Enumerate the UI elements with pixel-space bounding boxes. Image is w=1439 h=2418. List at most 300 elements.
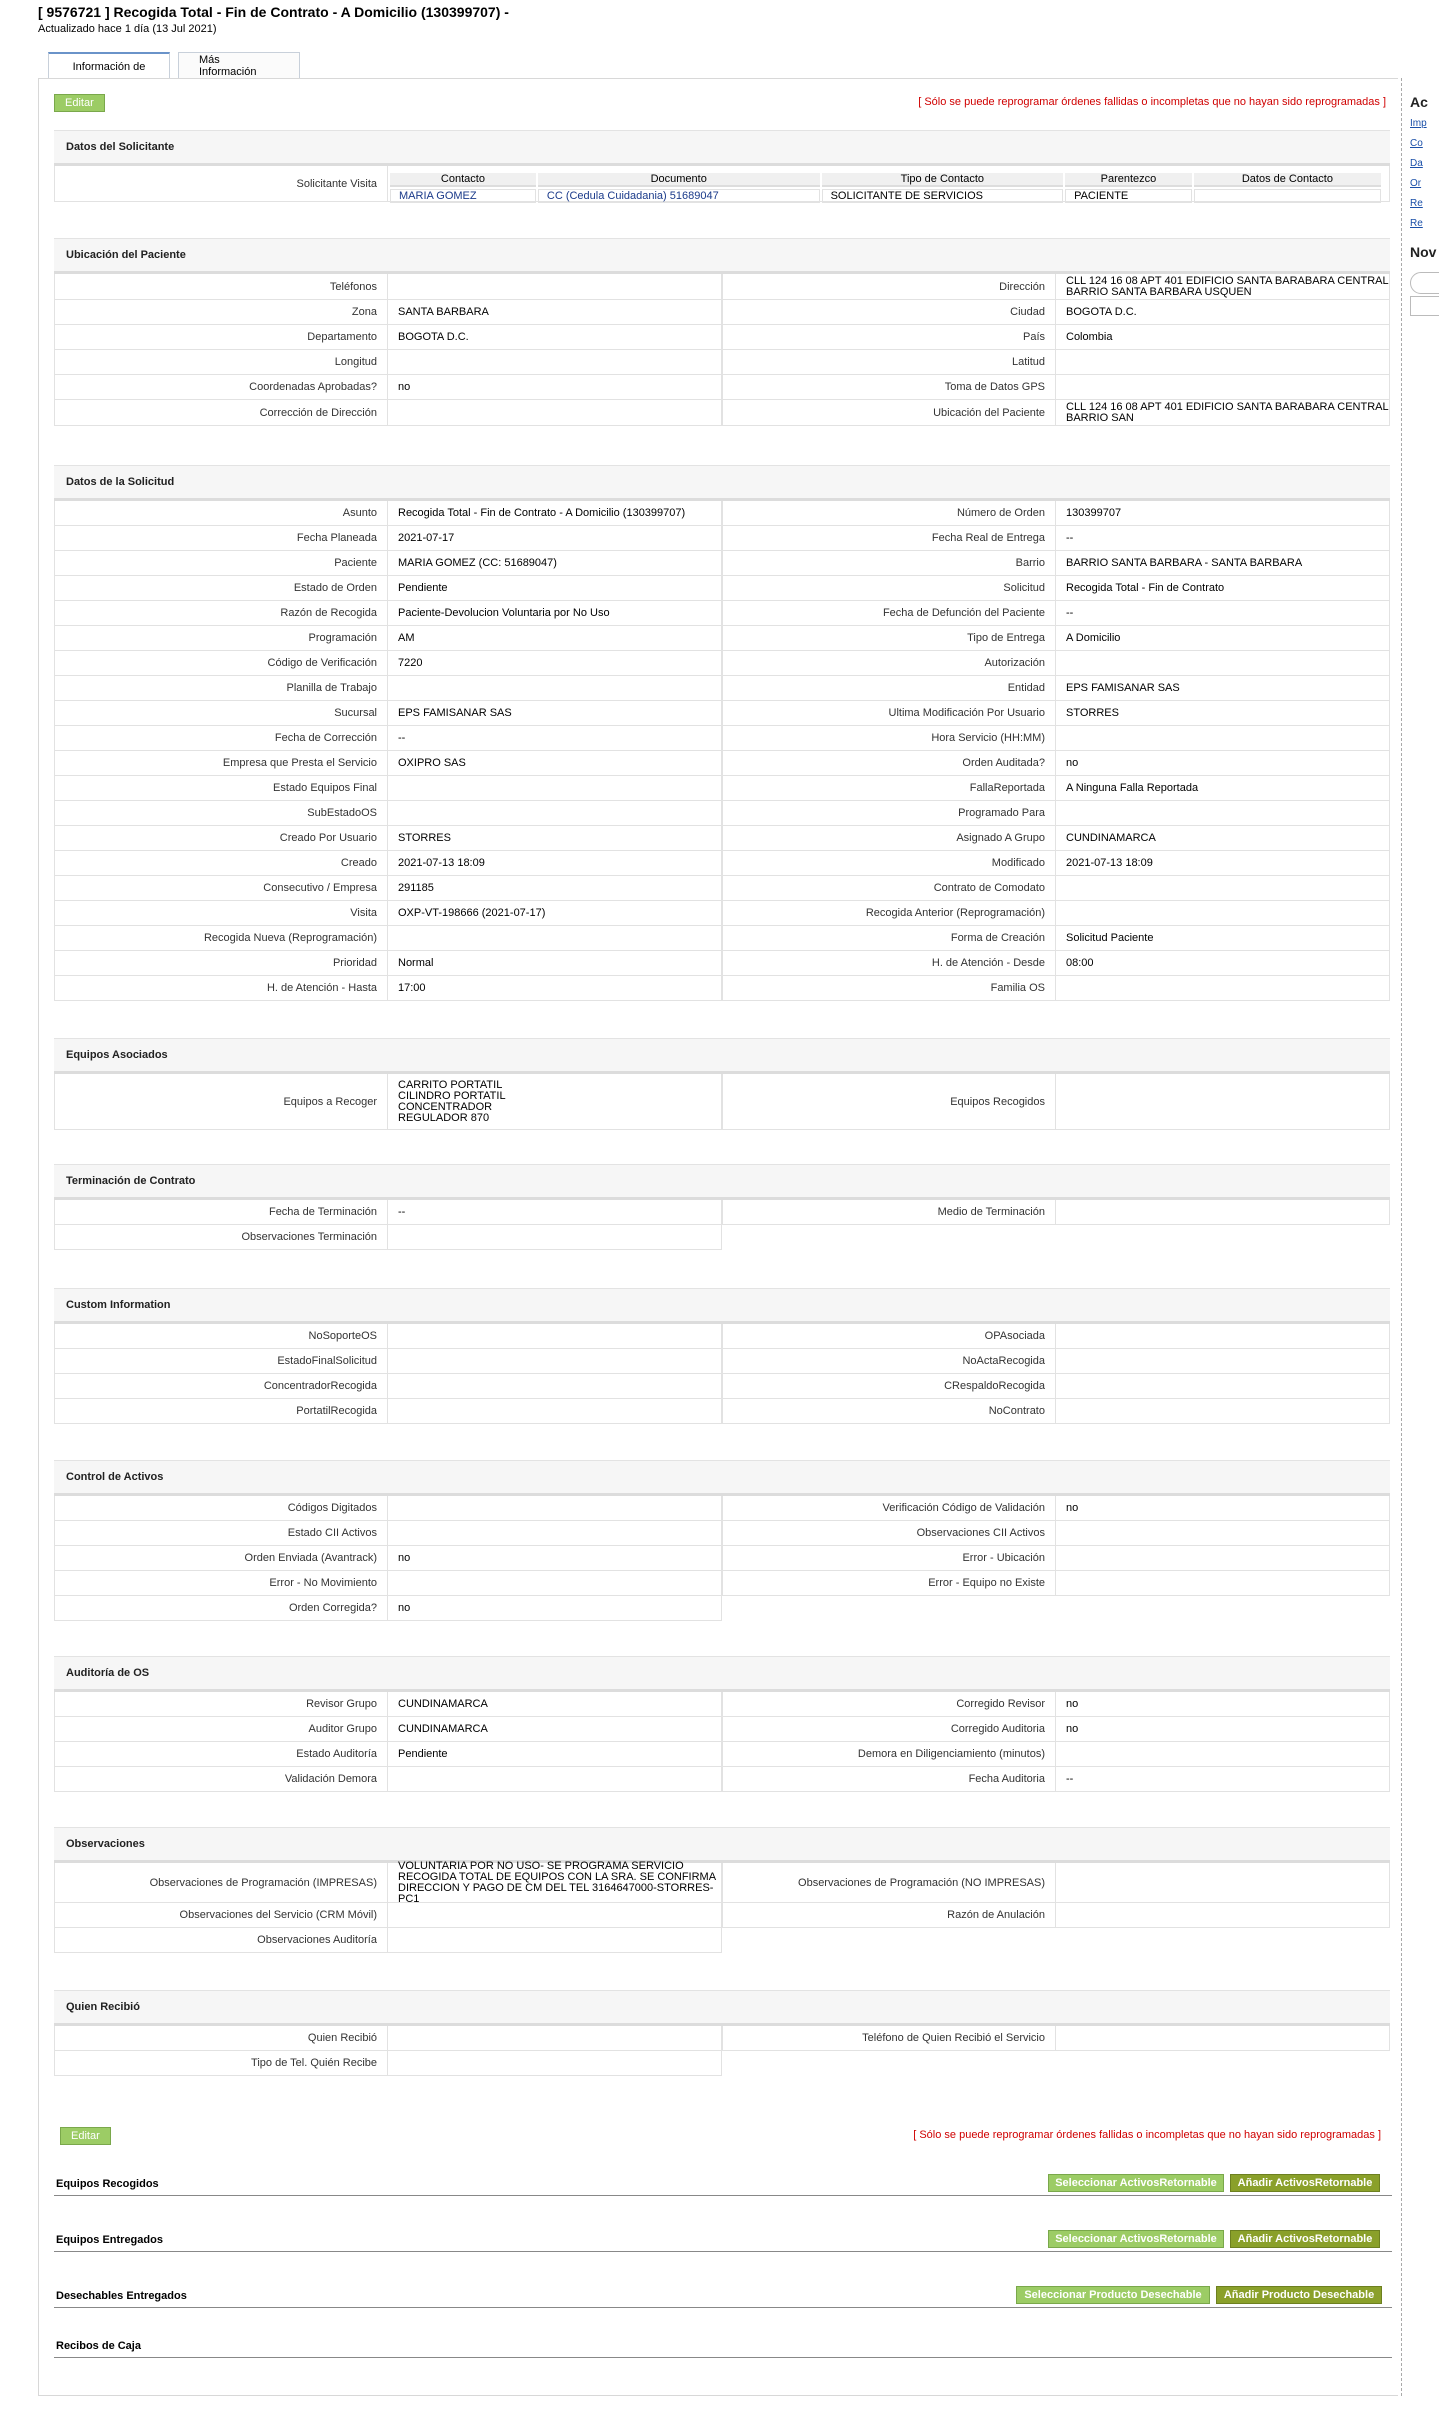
kv-grid (54, 2026, 1390, 2076)
section-control (54, 1460, 1390, 1621)
field-value (1056, 1546, 1390, 1571)
field-label: Corrección de Dirección (54, 400, 388, 426)
field-row (54, 325, 1390, 350)
obs-line: VOLUNTARIA POR NO USO- SE PROGRAMA SERVICIO (398, 1859, 684, 1872)
field-value: BARRIO SANTA BARBARA - SANTA BARBARA (1056, 551, 1390, 576)
field-value (1056, 1374, 1390, 1399)
field-value: Recogida Total - Fin de Contrato - A Domicilio (130399707) (388, 501, 722, 526)
field-label: Dirección (722, 274, 1056, 300)
field-label: H. de Atención - Hasta (54, 976, 388, 1001)
field-value: EPS FAMISANAR SAS (1056, 676, 1390, 701)
divider (1401, 78, 1402, 2396)
col-contacto: Contacto (390, 173, 536, 187)
field-label: SubEstadoOS (54, 801, 388, 826)
section-quien-recibio (54, 1990, 1390, 2076)
field-value: no (1056, 1496, 1390, 1521)
right-sidebar (1410, 94, 1439, 316)
field-label: Coordenadas Aprobadas? (54, 375, 388, 400)
kv-grid (54, 1692, 1390, 1792)
field-value (388, 1767, 722, 1792)
field-value (388, 926, 722, 951)
field-label: EstadoFinalSolicitud (54, 1349, 388, 1374)
field-label: Verificación Código de Validación (722, 1496, 1056, 1521)
field-label: Orden Corregida? (54, 1596, 388, 1621)
field-value: 08:00 (1056, 951, 1390, 976)
field-value (1056, 726, 1390, 751)
field-value: -- (1056, 601, 1390, 626)
sidebar-link[interactable]: Re (1410, 218, 1423, 229)
field-value: OXP-VT-198666 (2021-07-17) (388, 901, 722, 926)
field-label: Asunto (54, 501, 388, 526)
field-value: BOGOTA D.C. (1056, 300, 1390, 325)
equipos-recoger-label: Equipos a Recoger (54, 1074, 388, 1130)
field-value: STORRES (1056, 701, 1390, 726)
page-title: [ 9576721 ] Recogida Total - Fin de Contrato - A Domicilio (130399707) - (38, 4, 509, 20)
table-cell: CC (Cedula Cuidadania) 51689047 (538, 189, 820, 203)
field-label: CRespaldoRecogida (722, 1374, 1056, 1399)
field-label: Fecha de Terminación (54, 1200, 388, 1225)
sidebar-link[interactable]: Da (1410, 158, 1423, 169)
field-label: Toma de Datos GPS (722, 375, 1056, 400)
field-row (54, 300, 1390, 325)
field-value (1056, 901, 1390, 926)
field-value (388, 1374, 722, 1399)
solicitante-table (388, 171, 1383, 205)
field-label: País (722, 325, 1056, 350)
equipo-line: CONCENTRADOR (398, 1100, 493, 1113)
section-ubicacion (54, 238, 1390, 426)
table-cell: SOLICITANTE DE SERVICIOS (822, 189, 1063, 203)
field-row (54, 1596, 1390, 1621)
field-value: BOGOTA D.C. (388, 325, 722, 350)
field-value: Recogida Total - Fin de Contrato (1056, 576, 1390, 601)
field-label: NoSoporteOS (54, 1324, 388, 1349)
field-row (54, 1717, 1390, 1742)
field-value (388, 801, 722, 826)
field-label: Creado (54, 851, 388, 876)
section-title: Terminación de Contrato (54, 1164, 1390, 1200)
add-producto-button[interactable]: Añadir Producto Desechable (1216, 2286, 1382, 2304)
field-label: Teléfonos (54, 274, 388, 300)
field-value (1056, 375, 1390, 400)
field-value: A Ninguna Falla Reportada (1056, 776, 1390, 801)
updated-text: Actualizado hace 1 día (13 Jul 2021) (38, 23, 217, 35)
field-value: -- (1056, 526, 1390, 551)
field-row (54, 626, 1390, 651)
field-label: NoActaRecogida (722, 1349, 1056, 1374)
field-value: Normal (388, 951, 722, 976)
field-value: Pendiente (388, 1742, 722, 1767)
field-value (1056, 1324, 1390, 1349)
field-row (54, 1399, 1390, 1424)
field-row (54, 601, 1390, 626)
kv-grid (54, 1324, 1390, 1424)
field-row (54, 1200, 1390, 1225)
field-label: Demora en Diligenciamiento (minutos) (722, 1742, 1056, 1767)
kv-grid (54, 1903, 1390, 1953)
field-label: Auditor Grupo (54, 1717, 388, 1742)
equipos-recogidos-label: Equipos Recogidos (722, 1074, 1056, 1130)
sidebar-link[interactable]: Co (1410, 138, 1423, 149)
field-row (54, 1374, 1390, 1399)
field-value: 130399707 (1056, 501, 1390, 526)
section-title: Control de Activos (54, 1460, 1390, 1496)
field-value: EPS FAMISANAR SAS (388, 701, 722, 726)
add-activos-button[interactable]: Añadir ActivosRetornable (1230, 2230, 1380, 2248)
field-label: Fecha Planeada (54, 526, 388, 551)
field-label: Prioridad (54, 951, 388, 976)
field-value (388, 1521, 722, 1546)
equipos-recoger-value (388, 1074, 722, 1130)
field-label: Códigos Digitados (54, 1496, 388, 1521)
sidebar-link[interactable]: Re (1410, 198, 1423, 209)
field-row (54, 526, 1390, 551)
field-value: 2021-07-13 18:09 (1056, 851, 1390, 876)
field-label: Recogida Nueva (Reprogramación) (54, 926, 388, 951)
field-value (388, 2026, 722, 2051)
kv-grid (54, 274, 1390, 426)
field-value (1056, 1521, 1390, 1546)
section-terminacion (54, 1164, 1390, 1250)
section-title: Ubicación del Paciente (54, 238, 1390, 274)
bar-title: Recibos de Caja (56, 2340, 141, 2352)
section-title: Quien Recibió (54, 1990, 1390, 2026)
field-value (1056, 2026, 1390, 2051)
field-label: Tipo de Entrega (722, 626, 1056, 651)
field-row (54, 701, 1390, 726)
field-value (1056, 1349, 1390, 1374)
edit-button[interactable]: Editar (54, 94, 105, 112)
field-label: Orden Enviada (Avantrack) (54, 1546, 388, 1571)
field-value (388, 1324, 722, 1349)
field-value: MARIA GOMEZ (CC: 51689047) (388, 551, 722, 576)
section-equipos (54, 1038, 1390, 1130)
field-label: Revisor Grupo (54, 1692, 388, 1717)
field-row (54, 2026, 1390, 2051)
section-title: Equipos Asociados (54, 1038, 1390, 1074)
field-label: Corregido Auditoria (722, 1717, 1056, 1742)
field-label: Zona (54, 300, 388, 325)
field-value (1056, 1742, 1390, 1767)
table-cell: PACIENTE (1065, 189, 1192, 203)
field-label: Observaciones CII Activos (722, 1521, 1056, 1546)
field-value: CLL 124 16 08 APT 401 EDIFICIO SANTA BARABARA CENTRAL BARRIO SANTA BARBARA USQUEN (1056, 274, 1390, 300)
field-label: H. de Atención - Desde (722, 951, 1056, 976)
field-row (54, 751, 1390, 776)
field-value: STORRES (388, 826, 722, 851)
field-label: FallaReportada (722, 776, 1056, 801)
field-label: Departamento (54, 325, 388, 350)
field-value (388, 1903, 722, 1928)
field-label: ConcentradorRecogida (54, 1374, 388, 1399)
tab-mas-informacion[interactable]: Más Información (178, 52, 300, 79)
field-row (54, 1742, 1390, 1767)
edit-button-bottom[interactable]: Editar (60, 2127, 111, 2145)
field-row (54, 1324, 1390, 1349)
obs-line: RECOGIDA TOTAL DE EQUIPOS CON LA SRA. SE CONFIRMA (398, 1870, 717, 1883)
field-row (54, 976, 1390, 1001)
equipo-line: CILINDRO PORTATIL (398, 1089, 506, 1102)
field-value: OXIPRO SAS (388, 751, 722, 776)
field-row (54, 551, 1390, 576)
field-label: Observaciones del Servicio (CRM Móvil) (54, 1903, 388, 1928)
field-label: Corregido Revisor (722, 1692, 1056, 1717)
field-value (388, 1496, 722, 1521)
col-tipo-contacto: Tipo de Contacto (822, 173, 1063, 187)
field-value (388, 2051, 722, 2076)
equipos-entregados-bar (54, 2230, 1392, 2252)
col-datos-contacto: Datos de Contacto (1194, 173, 1381, 187)
section-title: Datos del Solicitante (54, 130, 1390, 166)
desechables-bar (54, 2286, 1392, 2308)
field-value (388, 1399, 722, 1424)
field-value: no (388, 1596, 722, 1621)
field-label: Error - No Movimiento (54, 1571, 388, 1596)
field-label: Observaciones Auditoría (54, 1928, 388, 1953)
field-value: -- (1056, 1767, 1390, 1792)
field-row (54, 1546, 1390, 1571)
field-label: Creado Por Usuario (54, 826, 388, 851)
field-label: Longitud (54, 350, 388, 375)
field-label: Error - Ubicación (722, 1546, 1056, 1571)
field-label: Contrato de Comodato (722, 876, 1056, 901)
field-value (1056, 976, 1390, 1001)
field-label: Programación (54, 626, 388, 651)
add-activos-button[interactable]: Añadir ActivosRetornable (1230, 2174, 1380, 2192)
section-observaciones (54, 1827, 1390, 1953)
field-label: Hora Servicio (HH:MM) (722, 726, 1056, 751)
field-label: Observaciones Terminación (54, 1225, 388, 1250)
field-label: Orden Auditada? (722, 751, 1056, 776)
field-row (54, 876, 1390, 901)
field-label: Entidad (722, 676, 1056, 701)
field-label: Fecha de Corrección (54, 726, 388, 751)
field-row (54, 501, 1390, 526)
section-solicitud (54, 465, 1390, 1001)
field-value (1056, 801, 1390, 826)
field-row (54, 400, 1390, 426)
table-cell[interactable]: MARIA GOMEZ (390, 189, 536, 203)
field-label: Validación Demora (54, 1767, 388, 1792)
select-activos-button[interactable]: Seleccionar ActivosRetornable (1048, 2230, 1224, 2248)
field-label: Paciente (54, 551, 388, 576)
field-label: Código de Verificación (54, 651, 388, 676)
field-label: Empresa que Presta el Servicio (54, 751, 388, 776)
field-value: Paciente-Devolucion Voluntaria por No Uso (388, 601, 722, 626)
field-row (54, 1521, 1390, 1546)
select-activos-button[interactable]: Seleccionar ActivosRetornable (1048, 2174, 1224, 2192)
field-value: no (1056, 751, 1390, 776)
field-label: Tipo de Tel. Quién Recibe (54, 2051, 388, 2076)
field-label: Visita (54, 901, 388, 926)
field-label: Estado Equipos Final (54, 776, 388, 801)
solicitante-label: Solicitante Visita (54, 166, 388, 202)
sidebar-box[interactable] (1410, 296, 1439, 316)
field-value: -- (388, 1200, 722, 1225)
field-value: CUNDINAMARCA (388, 1692, 722, 1717)
section-auditoria (54, 1656, 1390, 1792)
field-value (388, 776, 722, 801)
field-value: CUNDINAMARCA (388, 1717, 722, 1742)
field-row (54, 375, 1390, 400)
obs-no-impresas-label: Observaciones de Programación (NO IMPRESAS) (722, 1863, 1056, 1903)
sidebar-heading-2: Nov (1410, 244, 1437, 260)
field-value (1056, 1571, 1390, 1596)
field-label: Solicitud (722, 576, 1056, 601)
kv-grid (54, 501, 1390, 1001)
field-value: Solicitud Paciente (1056, 926, 1390, 951)
field-label: Ultima Modificación Por Usuario (722, 701, 1056, 726)
select-producto-button[interactable]: Seleccionar Producto Desechable (1016, 2286, 1210, 2304)
sidebar-link[interactable]: Imp (1410, 118, 1427, 129)
recibos-bar (54, 2336, 1392, 2358)
field-row (54, 576, 1390, 601)
field-value (388, 1928, 722, 1953)
field-row (54, 1903, 1390, 1928)
field-value (1056, 350, 1390, 375)
field-value: 2021-07-17 (388, 526, 722, 551)
bar-title: Equipos Entregados (56, 2234, 163, 2246)
field-row (54, 851, 1390, 876)
col-parentezco: Parentezco (1065, 173, 1192, 187)
reprogram-warning: [ Sólo se puede reprogramar órdenes fallidas o incompletas que no hayan sido reprogramadas ] (918, 96, 1386, 108)
field-row (54, 1928, 1390, 1953)
field-row (54, 776, 1390, 801)
field-value: 7220 (388, 651, 722, 676)
field-value: SANTA BARBARA (388, 300, 722, 325)
field-value (1056, 1903, 1390, 1928)
reprogram-warning-bottom: [ Sólo se puede reprogramar órdenes fallidas o incompletas que no hayan sido reprogramadas ] (913, 2129, 1381, 2141)
section-title: Observaciones (54, 1827, 1390, 1863)
field-label: Razón de Recogida (54, 601, 388, 626)
field-value: Pendiente (388, 576, 722, 601)
obs-line: DIRECCION Y PAGO DE CM DEL TEL 3164647000-STORRES-PC1 (398, 1881, 714, 1905)
kv-grid (54, 1200, 1390, 1250)
field-row (54, 826, 1390, 851)
field-row (54, 350, 1390, 375)
field-label: Planilla de Trabajo (54, 676, 388, 701)
field-row (54, 1225, 1390, 1250)
field-row (54, 1571, 1390, 1596)
field-value: AM (388, 626, 722, 651)
field-value (1056, 651, 1390, 676)
field-row (54, 951, 1390, 976)
field-value: -- (388, 726, 722, 751)
field-value: no (388, 375, 722, 400)
field-label: Quien Recibió (54, 2026, 388, 2051)
field-label: Sucursal (54, 701, 388, 726)
field-value: A Domicilio (1056, 626, 1390, 651)
section-title: Custom Information (54, 1288, 1390, 1324)
field-label: Ciudad (722, 300, 1056, 325)
field-value (388, 1571, 722, 1596)
field-label: OPAsociada (722, 1324, 1056, 1349)
field-label: Forma de Creación (722, 926, 1056, 951)
field-label: Barrio (722, 551, 1056, 576)
field-label: Ubicación del Paciente (722, 400, 1056, 426)
field-value: no (388, 1546, 722, 1571)
sidebar-heading: Ac (1410, 94, 1428, 110)
field-row (54, 1349, 1390, 1374)
field-value (388, 676, 722, 701)
field-label: Fecha Real de Entrega (722, 526, 1056, 551)
field-value (1056, 1399, 1390, 1424)
field-label: Teléfono de Quien Recibió el Servicio (722, 2026, 1056, 2051)
equipo-line: REGULADOR 870 (398, 1111, 490, 1124)
equipos-recogidos-value (1056, 1074, 1390, 1130)
field-value (388, 1225, 722, 1250)
field-label: Fecha de Defunción del Paciente (722, 601, 1056, 626)
field-label: Razón de Anulación (722, 1903, 1056, 1928)
equipos-recogidos-bar (54, 2174, 1392, 2196)
field-row (54, 801, 1390, 826)
field-value: Colombia (1056, 325, 1390, 350)
bar-title: Equipos Recogidos (56, 2178, 159, 2190)
field-label: Fecha Auditoria (722, 1767, 1056, 1792)
kv-grid (54, 1496, 1390, 1621)
field-label: Estado de Orden (54, 576, 388, 601)
field-value (388, 274, 722, 300)
field-row (54, 676, 1390, 701)
field-label: Número de Orden (722, 501, 1056, 526)
obs-impresas-label: Observaciones de Programación (IMPRESAS) (54, 1863, 388, 1903)
field-value: 17:00 (388, 976, 722, 1001)
field-value (1056, 1200, 1390, 1225)
field-label: Latitud (722, 350, 1056, 375)
section-title: Datos de la Solicitud (54, 465, 1390, 501)
field-value: CUNDINAMARCA (1056, 826, 1390, 851)
field-label: Asignado A Grupo (722, 826, 1056, 851)
field-row (54, 926, 1390, 951)
field-label: Recogida Anterior (Reprogramación) (722, 901, 1056, 926)
field-row (54, 1692, 1390, 1717)
field-row (54, 726, 1390, 751)
field-label: Consecutivo / Empresa (54, 876, 388, 901)
field-row (54, 2051, 1390, 2076)
table-cell (1194, 189, 1381, 203)
field-row (54, 274, 1390, 300)
tab-informacion[interactable]: Información de (48, 52, 170, 79)
field-value: 291185 (388, 876, 722, 901)
field-label: Estado CII Activos (54, 1521, 388, 1546)
field-value (388, 400, 722, 426)
field-row (54, 901, 1390, 926)
field-value: no (1056, 1692, 1390, 1717)
sidebar-link[interactable]: Or (1410, 178, 1422, 189)
field-value: no (1056, 1717, 1390, 1742)
field-value (388, 1349, 722, 1374)
col-documento: Documento (538, 173, 820, 187)
field-label: Modificado (722, 851, 1056, 876)
field-label: PortatilRecogida (54, 1399, 388, 1424)
equipo-line: CARRITO PORTATIL (398, 1078, 503, 1091)
field-label: Medio de Terminación (722, 1200, 1056, 1225)
field-label: Familia OS (722, 976, 1056, 1001)
sidebar-input[interactable] (1410, 272, 1439, 294)
obs-no-impresas-value (1056, 1863, 1390, 1903)
field-label: Estado Auditoría (54, 1742, 388, 1767)
field-value (388, 350, 722, 375)
field-label: Error - Equipo no Existe (722, 1571, 1056, 1596)
field-label: NoContrato (722, 1399, 1056, 1424)
field-value: CLL 124 16 08 APT 401 EDIFICIO SANTA BARABARA CENTRAL BARRIO SAN (1056, 400, 1390, 426)
field-label: Autorización (722, 651, 1056, 676)
section-custom (54, 1288, 1390, 1424)
obs-impresas-value (388, 1859, 722, 1905)
field-row (54, 651, 1390, 676)
field-row (54, 1767, 1390, 1792)
bar-title: Desechables Entregados (56, 2290, 187, 2302)
